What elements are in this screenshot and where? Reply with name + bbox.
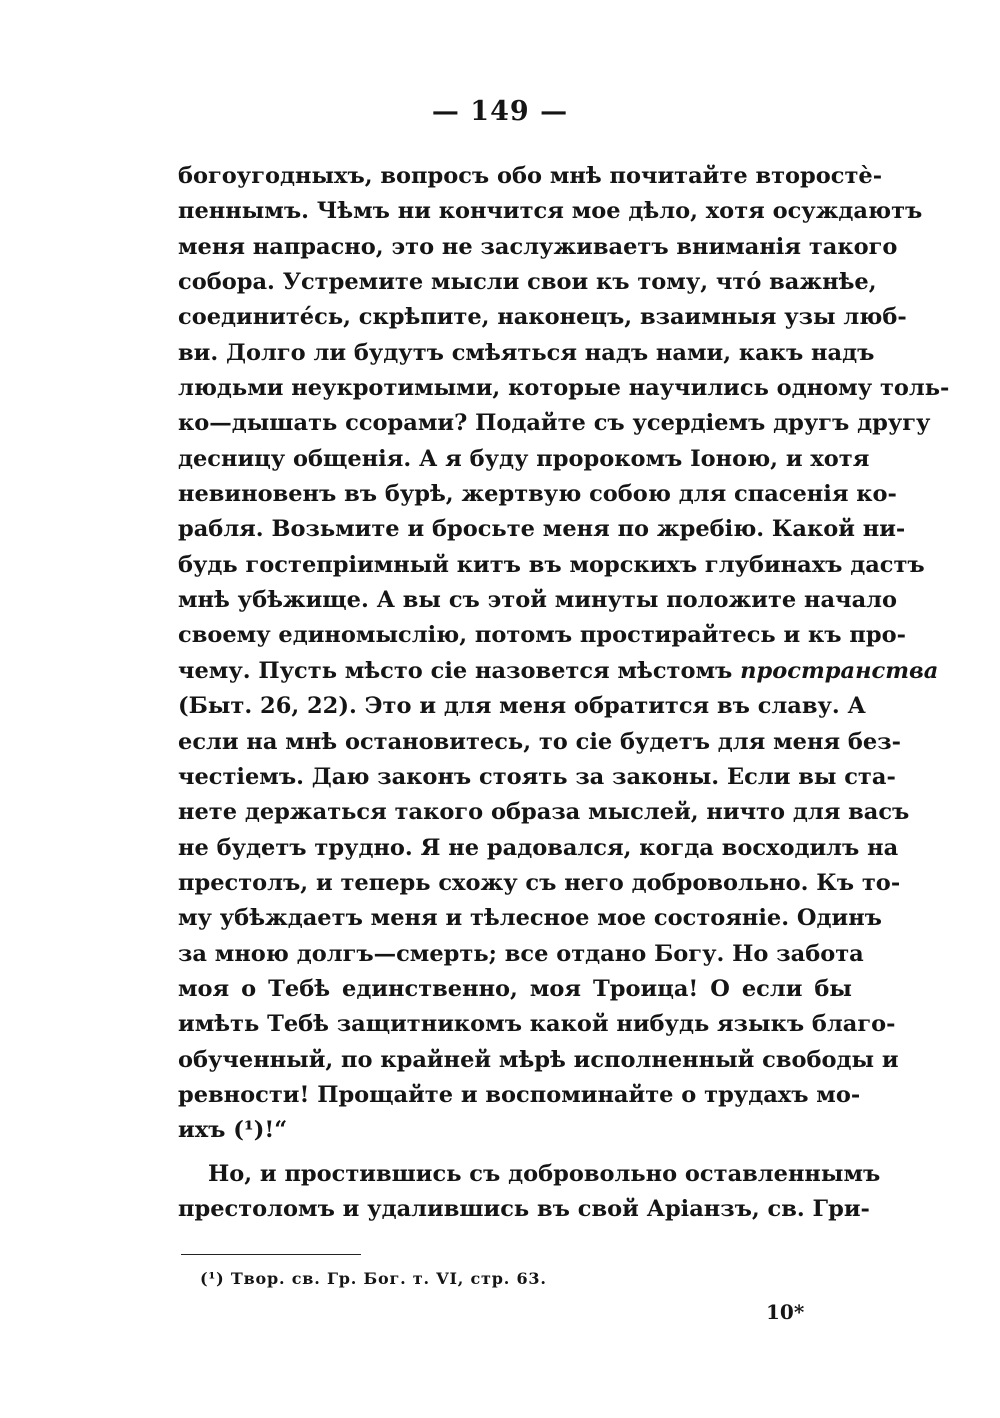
- text-line: десницу общенія. А я буду пророкомъ Іоною, и хотя: [178, 445, 870, 472]
- text-line: если на мнѣ остановитесь, то сіе будетъ для меня без-: [178, 728, 901, 755]
- text-line: людьми неукротимыми, которые научились одному толь-: [178, 375, 950, 402]
- page-number-header: — 149 —: [431, 96, 569, 127]
- footnote: (¹) Твор. св. Гр. Бог. т. VI, стр. 63.: [200, 1269, 547, 1288]
- text-line: ви. Долго ли будутъ смѣяться надъ нами, какъ надъ: [178, 339, 875, 366]
- text-line: меня напрасно, это не заслуживаетъ вниманія такого: [178, 233, 898, 260]
- text-line: ко—дышать ссорами? Подайте съ усердіемъ другъ другу: [178, 410, 931, 437]
- italic-word: пространства: [740, 657, 939, 684]
- text-line: собора. Устремите мысли свои къ тому, чтó важнѣе,: [178, 269, 877, 296]
- text-line: престолъ, и теперь схожу съ него добровольно. Къ то-: [178, 869, 901, 896]
- text-line: ревности! Прощайте и воспоминайте о трудахъ мо-: [178, 1081, 861, 1108]
- text-line: пеннымъ. Чѣмъ ни кончится мое дѣло, хотя осуждаютъ: [178, 198, 923, 225]
- text-line: богоугодныхъ, вопросъ обо мнѣ почитайте второстѐ-: [178, 163, 883, 189]
- body-text: [178, 159, 950, 1227]
- text-line-with-italic: [178, 654, 939, 689]
- printer-signature-mark: 10*: [766, 1300, 805, 1324]
- text-line: обученный, по крайней мѣрѣ исполненный свободы и: [178, 1046, 899, 1073]
- text-line: нете держаться такого образа мыслей, ничто для васъ: [178, 799, 910, 826]
- footnote-divider: [181, 1254, 361, 1255]
- text-line: невиновенъ въ бурѣ, жертвую собою для спасенія ко-: [178, 481, 897, 508]
- text-line: честіемъ. Даю законъ стоять за законы. Если вы ста-: [178, 763, 896, 790]
- paragraph-gap: [178, 1149, 852, 1157]
- text-line: за мною долгъ—смерть; все отдано Богу. Но забота: [178, 940, 864, 967]
- text-line: Но, и простившись съ добровольно оставленнымъ: [208, 1160, 881, 1187]
- text-line: соедините́сь, скрѣпите, наконецъ, взаимныя узы люб-: [178, 304, 907, 331]
- text-line: му убѣждаетъ меня и тѣлесное мое состояніе. Одинъ: [178, 905, 882, 932]
- text-segment: чему. Пусть мѣсто сіе назовется мѣстомъ: [178, 657, 733, 684]
- text-line: своему единомыслію, потомъ простирайтесь и къ про-: [178, 622, 906, 649]
- text-line: (Быт. 26, 22). Это и для меня обратится въ славу. А: [178, 693, 866, 720]
- text-line: ихъ (¹)!“: [178, 1117, 288, 1144]
- text-line: имѣть Тебѣ защитникомъ какой нибудь языкъ благо-: [178, 1011, 896, 1038]
- text-line: мнѣ убѣжище. А вы съ этой минуты положите начало: [178, 587, 898, 614]
- text-line: рабля. Возьмите и бросьте меня по жребію. Какой ни-: [178, 516, 906, 543]
- text-line: престоломъ и удалившись въ свой Аріанзъ, св. Гри-: [178, 1195, 870, 1222]
- text-line: будь гостепріимный китъ въ морскихъ глубинахъ дастъ: [178, 551, 925, 578]
- text-line: моя о Тебѣ единственно, моя Троица! О если бы: [178, 975, 852, 1002]
- text-line: не будетъ трудно. Я не радовался, когда восходилъ на: [178, 834, 899, 861]
